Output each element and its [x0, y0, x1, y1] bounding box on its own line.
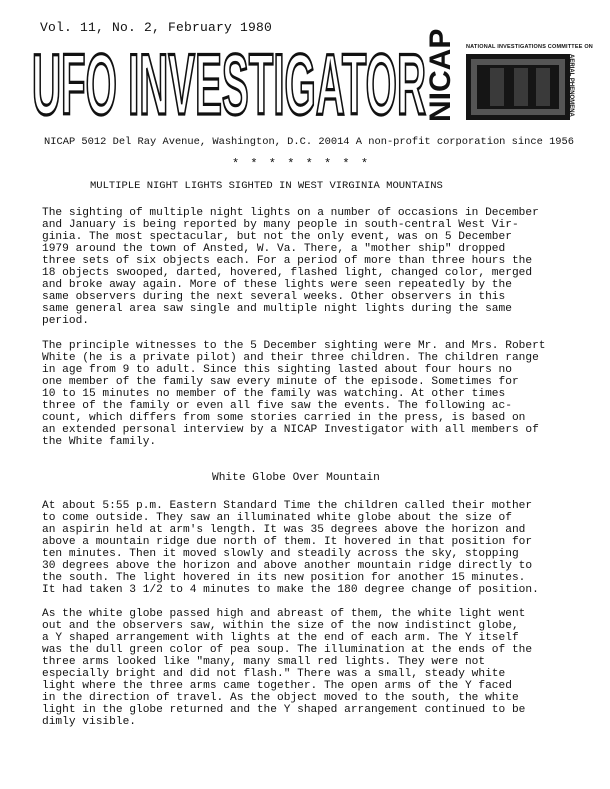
text-line: The sighting of multiple night lights on a number of occasions in December: [42, 207, 539, 219]
article-headline: MULTIPLE NIGHT LIGHTS SIGHTED IN WEST VIRGINIA MOUNTAINS: [90, 180, 443, 192]
star-separator: * * * * * * * *: [232, 157, 371, 171]
text-line: an aspirin held at arm's length. It was 35 degrees above the horizon and: [42, 524, 526, 536]
text-line: and broke away again. More of these lights were seen repeatedly by the: [42, 279, 512, 291]
text-line: same observers during the next several weeks. Other observers in this: [42, 291, 506, 303]
ufo-photo-icon: [466, 54, 570, 120]
text-line: light in the globe returned and the Y shaped arrangement continued to be: [42, 704, 526, 716]
committee-name: NATIONAL INVESTIGATIONS COMMITTEE ON: [466, 44, 593, 50]
text-line: three arms looked like "many, many small red lights. They were not: [42, 656, 486, 668]
text-line: light where the three arms came together. The open arms of the Y faced: [42, 680, 512, 692]
address-line: NICAP 5012 Del Ray Avenue, Washington, D.C. 20014 A non-profit corporation since 1956: [44, 136, 575, 148]
masthead-title-text: UFO INVESTIGATOR: [32, 37, 426, 133]
text-line: in the direction of travel. As the object moved to the south, the white: [42, 692, 519, 704]
text-line: period.: [42, 315, 89, 327]
issue-line: Vol. 11, No. 2, February 1980: [40, 20, 273, 35]
text-line: ginia. The most spectacular, but not the only event, was on 5 December: [42, 231, 512, 243]
text-line: out and the observers saw, within the size of the now indistinct globe,: [42, 620, 519, 632]
paragraph-2: [42, 340, 577, 448]
text-line: the White family.: [42, 436, 157, 448]
committee-side-label: AERIAL PHENOMENA: [568, 54, 574, 117]
text-line: the south. The light hovered in its new position for another 15 minutes.: [42, 572, 526, 584]
paragraph-4: [42, 608, 577, 728]
text-line: 1979 around the town of Ansted, W. Va. There, a "mother ship" dropped: [42, 243, 506, 255]
text-line: 30 degrees above the horizon and above another mountain ridge directly to: [42, 560, 533, 572]
text-line: It had taken 3 1/2 to 4 minutes to make the 180 degree change of position.: [42, 584, 539, 596]
masthead-title: [30, 37, 430, 133]
text-line: count, which differs from some stories carried in the press, is based on: [42, 412, 526, 424]
text-line: The principle witnesses to the 5 December sighting were Mr. and Mrs. Robert: [42, 340, 546, 352]
paragraph-1: [42, 207, 577, 327]
paragraph-3: [42, 500, 577, 596]
text-line: a Y shaped arrangement with lights at the end of each arm. The Y itself: [42, 632, 519, 644]
nicap-logo-text: NICAP: [424, 28, 457, 122]
text-line: an extended personal interview by a NICAP Investigator with all members of: [42, 424, 539, 436]
text-line: same general area saw single and multiple night lights during the same: [42, 303, 512, 315]
text-line: three of the family or even all five saw the events. The following ac-: [42, 400, 512, 412]
text-line: one member of the family saw every minute of the episode. Sometimes for: [42, 376, 519, 388]
text-line: ten minutes. Then it moved slowly and steadily across the sky, stopping: [42, 548, 519, 560]
section-subhead: White Globe Over Mountain: [212, 472, 380, 484]
text-line: White (he is a private pilot) and their three children. The children range: [42, 352, 539, 364]
text-line: three sets of six objects each. For a period of more than three hours the: [42, 255, 533, 267]
text-line: especially bright and did not flash." There was a small, steady white: [42, 668, 506, 680]
text-line: above a mountain ridge due north of them. It hovered in that position for: [42, 536, 533, 548]
text-line: As the white globe passed high and abreast of them, the white light went: [42, 608, 526, 620]
text-line: 10 to 15 minutes no member of the family was watching. At other times: [42, 388, 506, 400]
committee-side-text: [568, 54, 590, 120]
text-line: 18 objects swooped, darted, hovered, flashed light, changed color, merged: [42, 267, 533, 279]
text-line: and January is being reported by many people in south-central West Vir-: [42, 219, 519, 231]
nicap-photo-block: [466, 54, 570, 120]
nicap-logo: [418, 28, 464, 122]
text-line: in age from 9 to adult. Since this sighting lasted about four hours no: [42, 364, 512, 376]
text-line: was the dull green color of pea soup. The illumination at the ends of the: [42, 644, 533, 656]
text-line: dimly visible.: [42, 716, 136, 728]
text-line: At about 5:55 p.m. Eastern Standard Time the children called their mother: [42, 500, 533, 512]
text-line: to come outside. They saw an illuminated white globe about the size of: [42, 512, 512, 524]
